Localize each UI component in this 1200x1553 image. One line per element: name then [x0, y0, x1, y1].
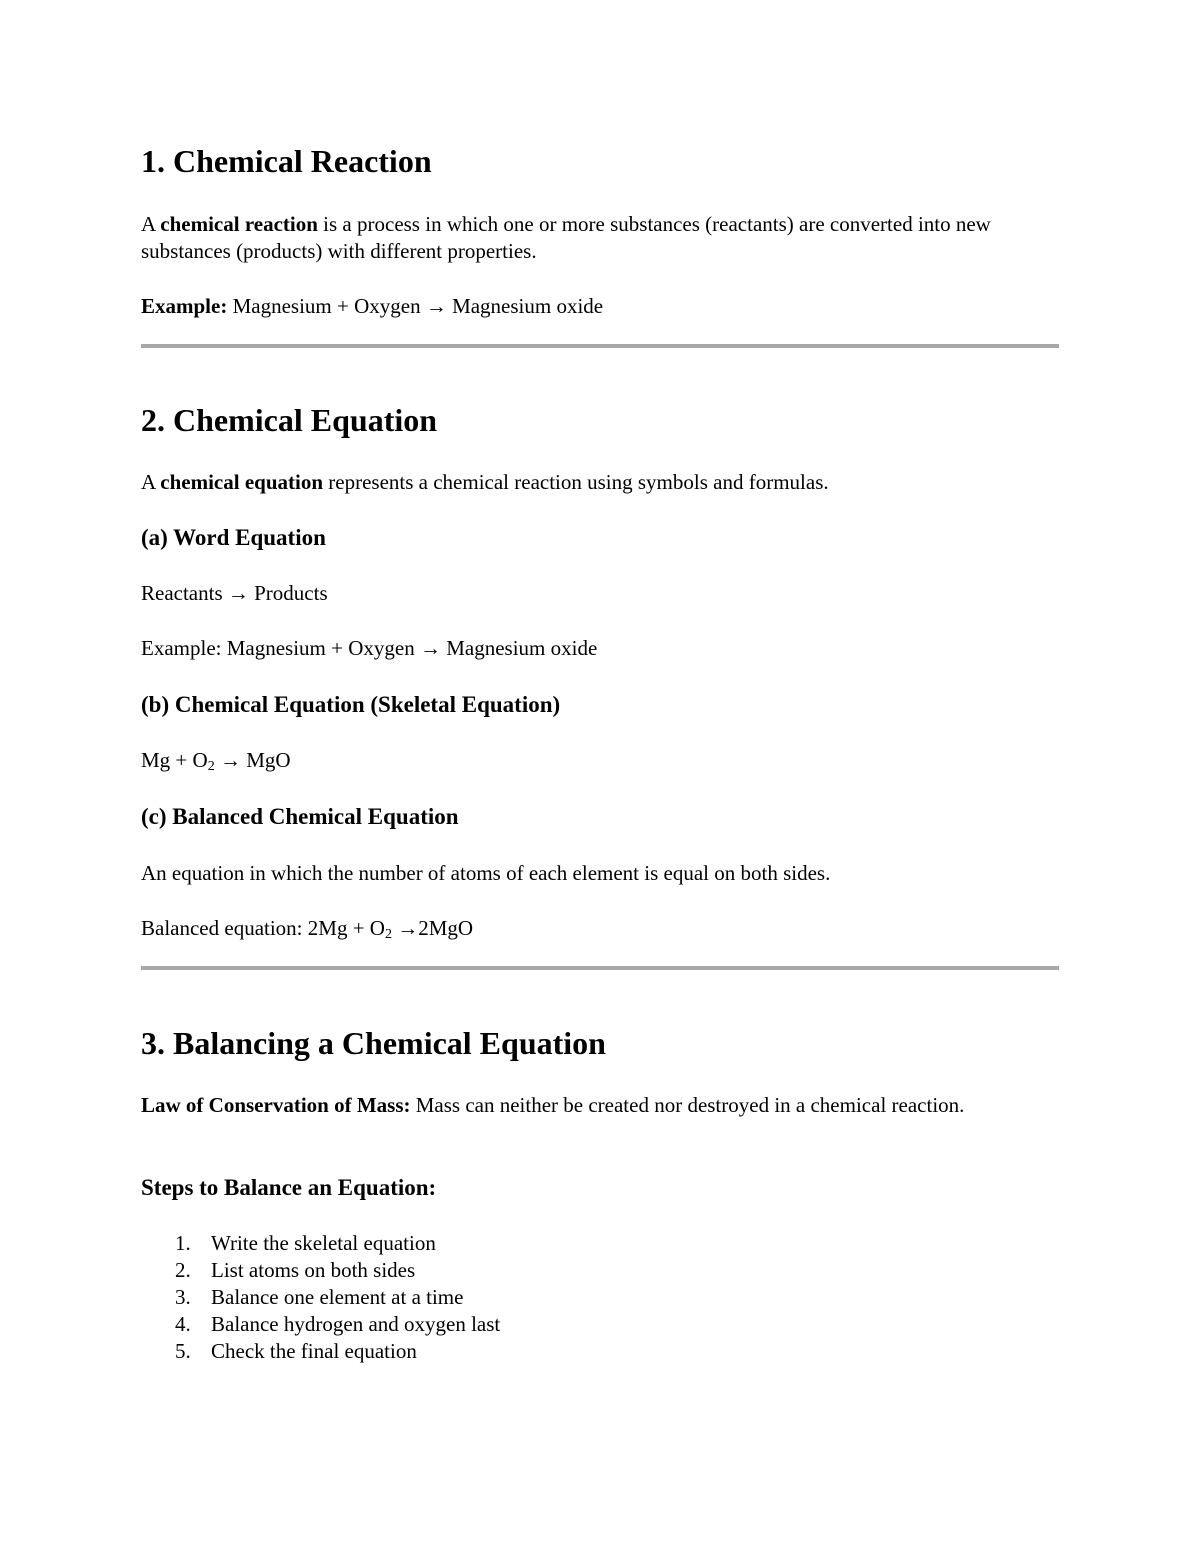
section-divider — [141, 344, 1059, 348]
equation-left: Balanced equation: 2Mg + O — [141, 916, 385, 940]
definition-text: is a process in which one or more substances (reactants) are converted into new substances (products) with different properties. — [141, 212, 991, 263]
law-text: Mass can neither be created nor destroyed in a chemical reaction. — [410, 1093, 965, 1117]
list-text: Balance one element at a time — [211, 1285, 464, 1309]
list-item — [141, 1311, 1059, 1338]
balanced-equation — [141, 915, 1059, 942]
section-1-heading: 1. Chemical Reaction — [141, 143, 432, 179]
list-item — [141, 1230, 1059, 1257]
section-2-definition — [141, 469, 1059, 496]
law-label: Law of Conservation of Mass: — [141, 1093, 411, 1117]
skeletal-equation — [141, 747, 1059, 774]
definition-term: chemical reaction — [160, 212, 318, 236]
list-number: 2. — [175, 1258, 191, 1282]
list-number: 5. — [175, 1339, 191, 1363]
list-text: List atoms on both sides — [211, 1258, 416, 1282]
section-1-example — [141, 293, 1059, 320]
balanced-equation-definition: An equation in which the number of atoms of each element is equal on both sides. — [141, 861, 831, 885]
definition-lead: A — [141, 212, 161, 236]
list-item — [141, 1338, 1059, 1365]
section-3-heading: 3. Balancing a Chemical Equation — [141, 1025, 606, 1061]
equation-right: →2MgO — [391, 916, 474, 940]
list-number: 3. — [175, 1285, 191, 1309]
word-equation-general: Reactants → Products — [141, 581, 328, 605]
subscript: 2 — [207, 759, 215, 774]
example-text: Magnesium + Oxygen → Magnesium oxide — [227, 294, 604, 318]
list-item — [141, 1284, 1059, 1311]
list-number: 1. — [175, 1231, 191, 1255]
steps-list — [141, 1230, 1059, 1365]
word-equation-example: Example: Magnesium + Oxygen → Magnesium oxide — [141, 636, 598, 660]
list-text: Write the skeletal equation — [211, 1231, 436, 1255]
skeletal-equation-heading: (b) Chemical Equation (Skeletal Equation) — [141, 692, 561, 717]
list-text: Balance hydrogen and oxygen last — [211, 1312, 501, 1336]
section-1-definition — [141, 211, 1059, 265]
example-label: Example: — [141, 294, 228, 318]
balanced-equation-heading: (c) Balanced Chemical Equation — [141, 804, 459, 829]
equation-left: Mg + O — [141, 748, 208, 772]
section-divider — [141, 966, 1059, 970]
word-equation-heading: (a) Word Equation — [141, 525, 326, 550]
steps-heading: Steps to Balance an Equation: — [141, 1175, 437, 1200]
definition-lead: A — [141, 470, 161, 494]
list-item — [141, 1257, 1059, 1284]
definition-text: represents a chemical reaction using symbols and formulas. — [323, 470, 829, 494]
conservation-law — [141, 1092, 1001, 1119]
section-2-heading: 2. Chemical Equation — [141, 402, 438, 438]
equation-right: → MgO — [214, 748, 291, 772]
list-text: Check the final equation — [211, 1339, 417, 1363]
definition-term: chemical equation — [160, 470, 324, 494]
subscript: 2 — [384, 927, 392, 942]
list-number: 4. — [175, 1312, 191, 1336]
